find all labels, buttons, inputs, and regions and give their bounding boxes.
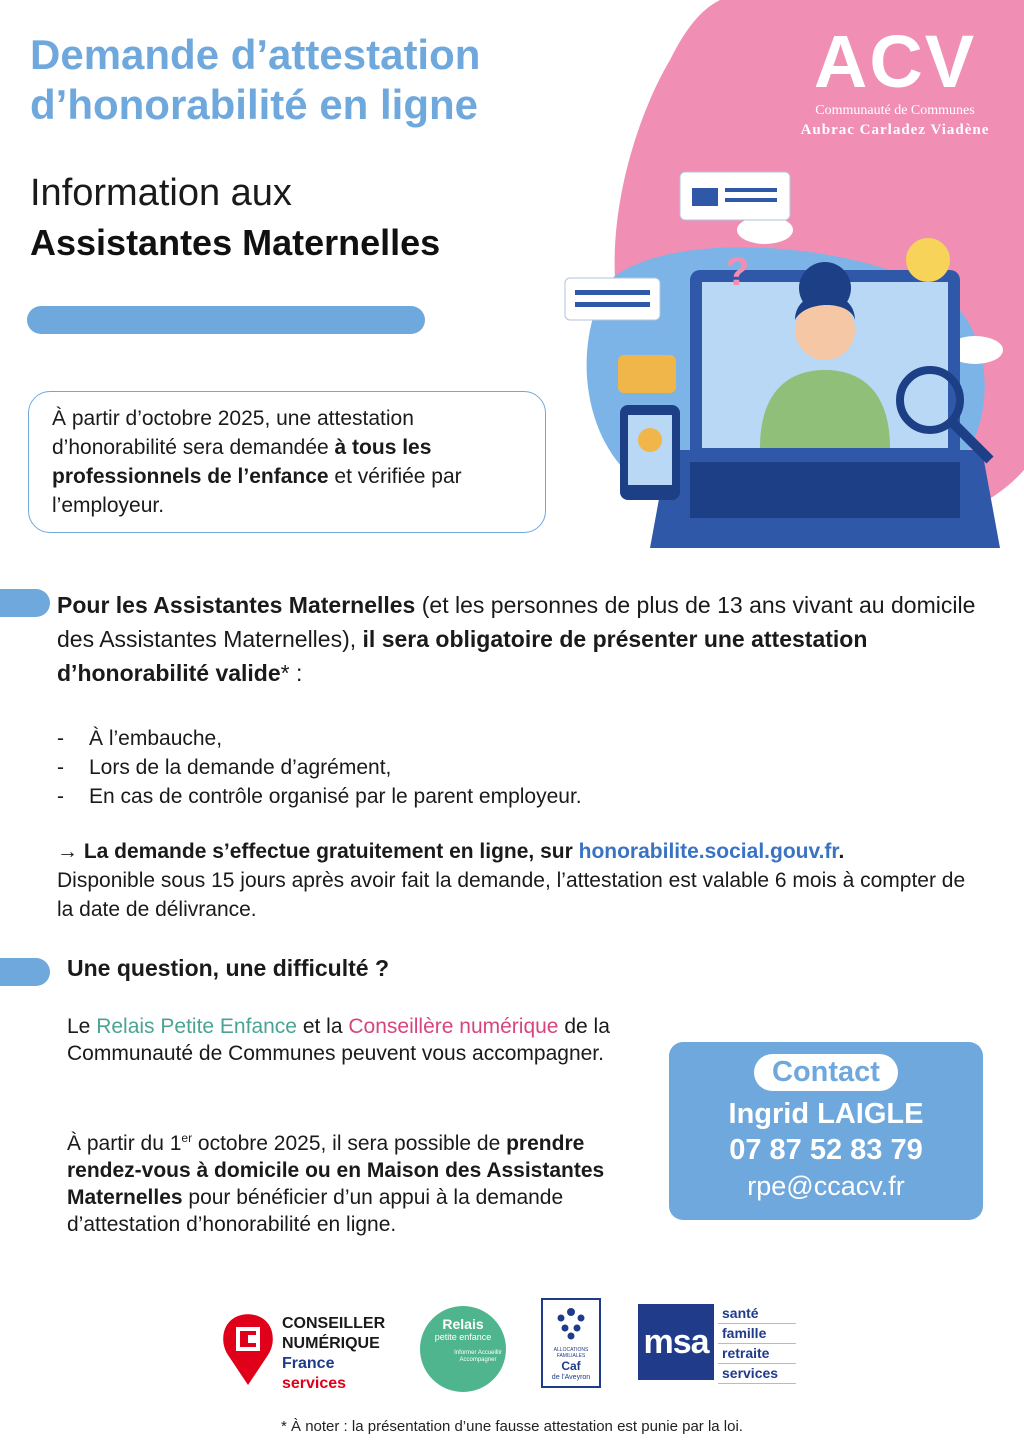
relais-line1: Relais <box>442 1316 484 1332</box>
p1-pre: Le <box>67 1015 97 1038</box>
contact-phone[interactable]: 07 87 52 83 79 <box>729 1134 923 1166</box>
arrow-bold-text: → La demande s’effectue gratuitement en ligne, sur <box>57 840 579 863</box>
cn-line1: CONSEILLER <box>282 1315 386 1332</box>
svg-text:?: ? <box>725 250 750 294</box>
page-title <box>30 30 630 130</box>
p2-mid: octobre 2025, il sera possible de <box>192 1132 507 1155</box>
msa-mark: msa <box>643 1323 709 1361</box>
msa-item: famille <box>718 1324 796 1344</box>
relais-petite-enfance-logo <box>420 1306 506 1392</box>
contact-card <box>669 1042 983 1220</box>
link-end: . <box>838 840 845 863</box>
intro-part2: et vérifiée par l’employeur. <box>52 465 462 517</box>
subtitle-line1: Information aux <box>30 172 292 214</box>
p2-sup: er <box>181 1131 193 1145</box>
msa-logo <box>638 1304 714 1380</box>
section1-text2: * : <box>280 660 303 686</box>
appointment-paragraph <box>67 1125 647 1238</box>
cn-line4: services <box>282 1375 347 1392</box>
caf-line1: ALLOCATIONS FAMILIALES <box>553 1347 589 1359</box>
list-item: - En cas de contrôle organisé par le parent employeur. <box>57 782 582 811</box>
section2-marker <box>0 958 50 986</box>
honorabilite-link[interactable]: honorabilite.social.gouv.fr <box>578 840 839 863</box>
section2-heading: Une question, une difficulté ? <box>67 955 389 981</box>
caf-logo <box>541 1298 601 1388</box>
support-paragraph <box>67 1013 637 1067</box>
acv-line1: Communauté de Communes <box>815 103 975 118</box>
requirement-list <box>57 724 582 811</box>
msa-items <box>718 1304 796 1384</box>
title-line1: Demande d’attestation <box>30 31 481 78</box>
relais-text: Relais Petite Enfance <box>96 1015 297 1038</box>
contact-email[interactable]: rpe@ccacv.fr <box>747 1171 905 1201</box>
p2-pre: À partir du 1 <box>67 1132 182 1155</box>
msa-item: santé <box>718 1304 796 1324</box>
caf-line3: de l’Aveyron <box>551 1374 591 1381</box>
relais-line2: petite enfance <box>434 1332 492 1342</box>
acv-acronym: ACV <box>813 20 977 103</box>
conseiller-numerique-icon <box>222 1313 274 1385</box>
intro-bold: à tous les professionnels de l’enfance <box>52 436 432 488</box>
caf-emblem-icon <box>551 1304 591 1342</box>
decorative-bar <box>27 306 425 334</box>
title-line2: d’honorabilité en ligne <box>30 81 479 128</box>
section1-paragraph <box>57 588 977 690</box>
intro-text <box>52 404 540 520</box>
acv-logo <box>780 22 1010 140</box>
msa-item: retraite <box>718 1344 796 1364</box>
conseiller-numerique-logo <box>282 1314 385 1394</box>
p1-mid: et la <box>297 1015 349 1038</box>
list-item: - Lors de la demande d’agrément, <box>57 753 582 782</box>
msa-item: services <box>718 1364 796 1384</box>
caf-line2: Caf <box>561 1359 581 1373</box>
section1-bold2: il sera obligatoire de présenter une attestation d’honorabilité valide <box>57 626 868 686</box>
footnote: * À noter : la présentation d’une fausse attestation est punie par la loi. <box>281 1418 743 1435</box>
section1-text1: (et les personnes de plus de 13 ans vivant au domicile des Assistantes Maternelles), <box>57 592 976 652</box>
intro-part1: À partir d’octobre 2025, une attestation d’honorabilité sera demandée <box>52 407 414 459</box>
p1-end: de la Communauté de Communes peuvent vous accompagner. <box>67 1015 610 1065</box>
relais-tagline: Informer Accueillir Accompagner <box>454 1350 502 1363</box>
online-request-paragraph <box>57 837 987 924</box>
contact-name: Ingrid LAIGLE <box>728 1098 924 1130</box>
laptop-illustration <box>560 160 1010 560</box>
cn-line3: France <box>282 1355 335 1372</box>
conseillere-text: Conseillère numérique <box>348 1015 559 1038</box>
acv-line2: Aubrac Carladez Viadène <box>800 122 990 138</box>
availability-text: Disponible sous 15 jours après avoir fait la demande, l’attestation est valable 6 mois à compter de la date de délivrance. <box>57 869 966 921</box>
section1-marker <box>0 589 50 617</box>
subtitle-line2: Assistantes Maternelles <box>30 222 441 263</box>
cn-line2: NUMÉRIQUE <box>282 1335 380 1352</box>
p2-end: pour bénéficier d’un appui à la demande d’attestation d’honorabilité en ligne. <box>67 1186 564 1236</box>
section1-bold1: Pour les Assistantes Maternelles <box>57 592 416 618</box>
contact-label: Contact <box>754 1054 898 1091</box>
list-item: - À l’embauche, <box>57 724 582 753</box>
p2-bold: prendre rendez-vous à domicile ou en Maison des Assistantes Maternelles <box>67 1132 605 1209</box>
